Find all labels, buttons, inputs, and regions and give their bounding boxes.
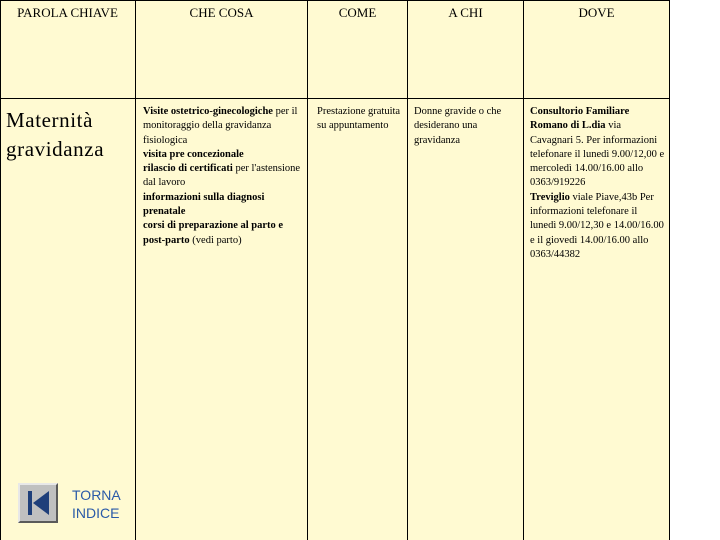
indice-line: INDICE <box>72 505 120 521</box>
corsi-label: corsi di preparazione al parto e post-parto <box>143 220 284 246</box>
keyword-title <box>6 106 104 164</box>
diagnosi-label: informazioni sulla diagnosi prenatale <box>143 191 265 218</box>
a-chi-cell: Donne gravide o che desiderano una gravidanza <box>414 106 502 146</box>
header-dove: DOVE <box>578 5 615 20</box>
treviglio-label: Treviglio <box>530 191 570 203</box>
dove-cell <box>530 105 666 262</box>
torna-indice-button[interactable] <box>18 483 58 523</box>
consultorio-text: via Cavagnari 5. Per informazioni telefonare il lunedì 9.00/12,00 e mercoledì 14.00/16.00 allo 0363/919226 <box>530 120 665 189</box>
treviglio-text: viale Piave,43b Per informazioni telefonare il lunedì 9.00/12,30 e 14.00/16.00 e il giovedì 14.00/16.00 allo 0363/44382 <box>530 191 664 260</box>
column-divider <box>523 0 524 540</box>
preconcezionale-label: visita pre concezionale <box>143 148 244 160</box>
header-a-chi: A CHI <box>448 5 483 20</box>
column-divider <box>669 0 670 540</box>
header-parola-chiave: PAROLA CHIAVE <box>17 5 118 20</box>
column-divider <box>0 0 1 540</box>
consultorio-label: Consultorio Familiare Romano di L.dia <box>530 106 630 132</box>
keyword-line: gravidanza <box>6 137 105 161</box>
che-cosa-cell <box>143 105 305 248</box>
corsi-text: (vedi parto) <box>192 234 242 246</box>
column-divider <box>407 0 408 540</box>
visite-text: per il monitoraggio della gravidanza fisiologica <box>143 106 298 146</box>
torna-indice-link[interactable] <box>72 486 121 522</box>
header-come: COME <box>338 5 377 20</box>
rilascio-text: per l'astensione dal lavoro <box>143 163 301 189</box>
rilascio-label: rilascio di certificati <box>143 163 233 175</box>
keyword-line: Maternità <box>6 108 94 132</box>
first-page-icon <box>20 485 56 521</box>
row-divider <box>0 0 670 1</box>
come-cell: Prestazione gratuita su appuntamento <box>317 106 401 132</box>
row-divider <box>0 98 670 99</box>
header-che-cosa: CHE COSA <box>189 5 254 20</box>
torna-line: TORNA <box>72 487 121 503</box>
column-divider <box>135 0 136 540</box>
visite-label: Visite ostetrico-ginecologiche <box>143 106 273 117</box>
column-divider <box>307 0 308 540</box>
